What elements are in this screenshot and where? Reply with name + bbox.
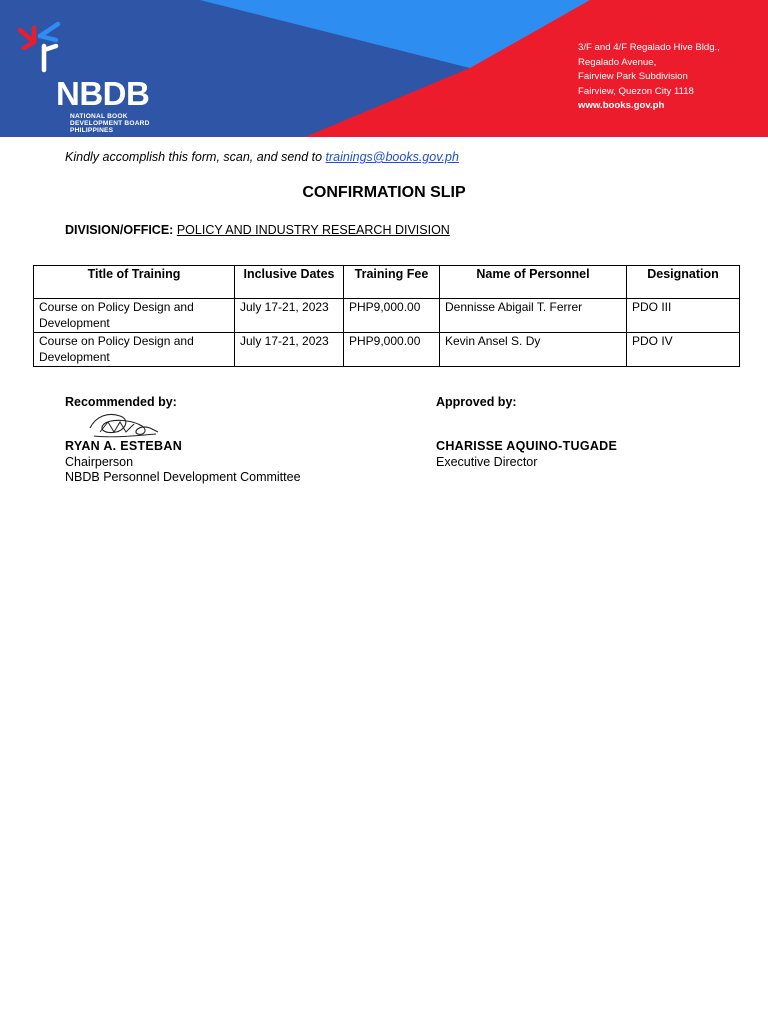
email-link[interactable]: trainings@books.gov.ph — [325, 150, 459, 164]
cell-dates: July 17-21, 2023 — [235, 299, 344, 333]
table-row — [34, 299, 740, 333]
address-line: Fairview, Quezon City 1118 — [578, 85, 694, 97]
cell-dates: July 17-21, 2023 — [235, 333, 344, 367]
table-header-row — [34, 266, 740, 299]
cell-title: Course on Policy Design and Development — [34, 299, 235, 333]
table-row — [34, 333, 740, 367]
training-table — [33, 265, 740, 367]
cell-fee: PHP9,000.00 — [344, 299, 440, 333]
recommender-position: Chairperson — [65, 455, 134, 469]
recommender-office: NBDB Personnel Development Committee — [65, 470, 301, 484]
division-value: POLICY AND INDUSTRY RESEARCH DIVISION — [176, 223, 450, 237]
address-line: 3/F and 4/F Regalado Hive Bldg., — [578, 42, 720, 53]
recommended-label: Recommended by: — [65, 395, 177, 409]
instructions-text: Kindly accomplish this form, scan, and send to — [65, 150, 326, 164]
cell-personnel: Dennisse Abigail T. Ferrer — [440, 299, 627, 333]
address-line: Regalado Avenue, — [578, 56, 657, 68]
logo-subtitle-line: PHILIPPINES — [70, 127, 114, 134]
website-link[interactable]: www.books.gov.ph — [578, 100, 665, 111]
division-label: DIVISION/OFFICE: — [65, 223, 174, 237]
instructions — [65, 150, 459, 164]
logo-mark-icon — [16, 18, 76, 78]
col-header-designation: Designation — [627, 266, 740, 299]
recommender-name: RYAN A. ESTEBAN — [65, 439, 183, 453]
office-address — [578, 41, 720, 114]
logo-wordmark: NBDB — [56, 75, 150, 112]
logo-subtitle-line: NATIONAL BOOK — [70, 113, 128, 120]
page-title: CONFIRMATION SLIP — [302, 184, 466, 201]
col-header-title: Title of Training — [34, 266, 235, 299]
col-header-dates: Inclusive Dates — [235, 266, 344, 299]
nbdb-logo — [16, 18, 166, 134]
division-office — [65, 223, 450, 237]
col-header-personnel: Name of Personnel — [440, 266, 627, 299]
letterhead-banner — [0, 0, 768, 137]
cell-personnel: Kevin Ansel S. Dy — [440, 333, 627, 367]
cell-fee: PHP9,000.00 — [344, 333, 440, 367]
approver-position: Executive Director — [436, 455, 538, 469]
approver-name: CHARISSE AQUINO-TUGADE — [436, 439, 618, 453]
col-header-fee: Training Fee — [344, 266, 440, 299]
logo-subtitle-line: DEVELOPMENT BOARD — [70, 120, 150, 127]
approved-label: Approved by: — [436, 395, 517, 409]
cell-designation: PDO III — [627, 299, 740, 333]
cell-designation: PDO IV — [627, 333, 740, 367]
logo-subtitle — [70, 113, 190, 134]
cell-title: Course on Policy Design and Development — [34, 333, 235, 367]
address-line: Fairview Park Subdivision — [578, 71, 688, 82]
